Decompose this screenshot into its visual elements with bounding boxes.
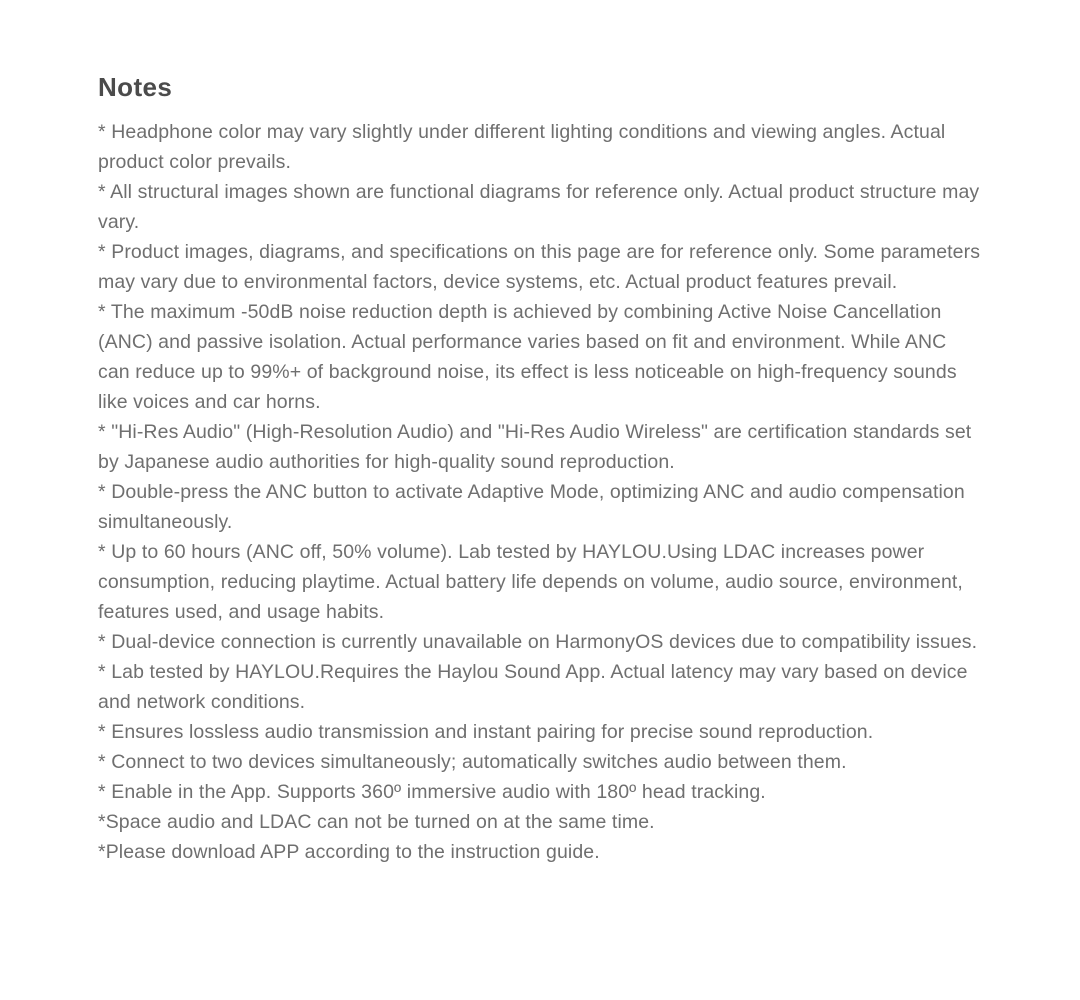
note-item: * All structural images shown are functional diagrams for reference only. Actual product structure may vary. — [98, 181, 980, 233]
note-item: * Lab tested by HAYLOU.Requires the Haylou Sound App. Actual latency may vary based on device and network conditions. — [98, 661, 968, 713]
note-item: * Headphone color may vary slightly under different lighting conditions and viewing angles. Actual product color prevails. — [98, 121, 946, 173]
note-item: *Space audio and LDAC can not be turned on at the same time. — [98, 811, 655, 833]
note-item: * Up to 60 hours (ANC off, 50% volume). Lab tested by HAYLOU.Using LDAC increases power consumption, reducing playtime. Actual battery life depends on volume, audio source, environment, features used, and usage habits. — [98, 541, 963, 623]
notes-list — [98, 117, 982, 867]
note-item: * The maximum -50dB noise reduction depth is achieved by combining Active Noise Cancellation (ANC) and passive isolation. Actual performance varies based on fit and environment. While ANC can reduce up to 99%+ of background noise, its effect is less noticeable on high-frequency sounds like voices and car horns. — [98, 301, 957, 413]
notes-section — [98, 72, 982, 867]
note-item: * Double-press the ANC button to activate Adaptive Mode, optimizing ANC and audio compensation simultaneously. — [98, 481, 965, 533]
note-item: * Dual-device connection is currently unavailable on HarmonyOS devices due to compatibility issues. — [98, 631, 978, 653]
note-item: * Connect to two devices simultaneously; automatically switches audio between them. — [98, 751, 847, 773]
note-item: *Please download APP according to the instruction guide. — [98, 841, 600, 863]
note-item: * Enable in the App. Supports 360º immersive audio with 180º head tracking. — [98, 781, 766, 803]
note-item: * Product images, diagrams, and specifications on this page are for reference only. Some parameters may vary due to environmental factors, device systems, etc. Actual product features prevail. — [98, 241, 981, 293]
note-item: * "Hi-Res Audio" (High-Resolution Audio) and "Hi-Res Audio Wireless" are certification standards set by Japanese audio authorities for high-quality sound reproduction. — [98, 421, 972, 473]
note-item: * Ensures lossless audio transmission and instant pairing for precise sound reproduction. — [98, 721, 874, 743]
notes-heading: Notes — [98, 72, 173, 102]
